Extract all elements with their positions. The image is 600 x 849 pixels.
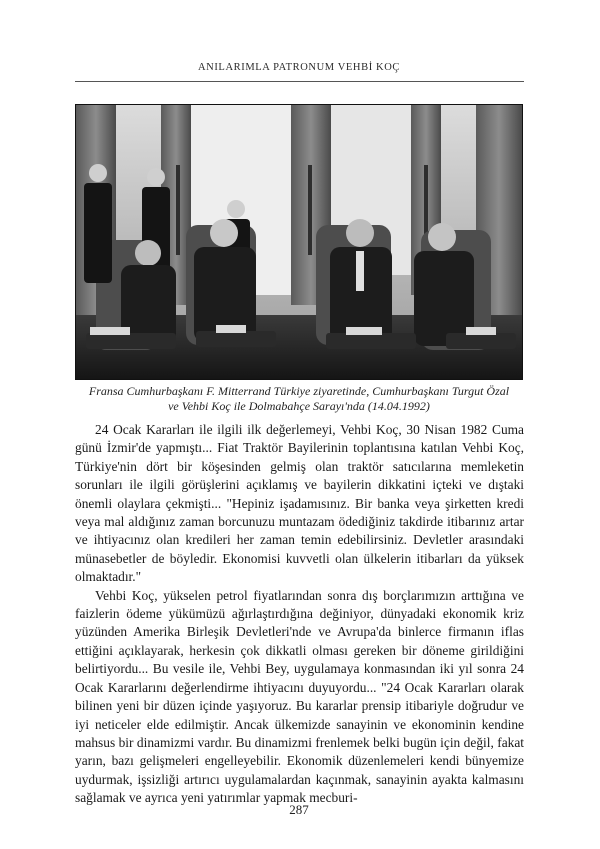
photo-illustration	[76, 105, 522, 379]
body-text	[75, 421, 524, 808]
photograph	[75, 104, 523, 380]
running-head-title: ANILARIMLA PATRONUM VEHBİ KOÇ	[197, 62, 401, 73]
paragraph: Vehbi Koç, yükselen petrol fiyatlarından sonra dış borçlarımızın arttığına ve faizlerin ödeme yükümüzü ağırlaştırdığına değiniyor, dünyadaki ekonomik kriz yüzünden Amerika Birleşik Devletleri'nde ve Avrupa'da binlerce firmanın iflas ettiğini açıklayarak, herkesin çok dikkatli olması gereken bir döneme girildiğini belirtiyordu... Bu vesile ile, Vehbi Bey, uygulamaya konmasından iki yıl sonra 24 Ocak Kararlarını değerlendirme ihtiyacını duyuyordu... "24 Ocak Kararları olarak bilinen yeni bir düzen içinde yaşıyoruz. Bu kararlar prensip itibariyle doğrudur ve iyi neticeler elde edilmiştir. Ancak ülkemizde sanayinin ve ekonominin kendine mahsus bir dinamizmi vardır. Bu dinamizmi frenlemek belki bugün için değil, fakat yarın, bazı gelişmeleri engelleyebilir. Ekonomik düzenlemeleri kendi bünyemize uydurmak, işsizliği artırıcı uygulamalardan kaçınmak, sanayinin ayakta kalmasını sağlamak ve ayrıca yeni yatırımlar yapmak mecburi-	[75, 587, 524, 806]
caption-line-2: ve Vehbi Koç ile Dolmabahçe Sarayı'nda (14.04.1992)	[168, 399, 430, 413]
photo-caption	[75, 384, 523, 414]
caption-line-1: Fransa Cumhurbaşkanı F. Mitterrand Türkiye ziyaretinde, Cumhurbaşkanı Turgut Özal	[88, 384, 510, 398]
page-number: 287	[289, 802, 309, 817]
header-divider	[75, 81, 524, 82]
paragraph: 24 Ocak Kararları ile ilgili ilk değerlemeyi, Vehbi Koç, 30 Nisan 1982 Cuma günü İzmir'de yapmıştı... Fiat Traktör Bayilerinin toplantısına katılan Vehbi Koç, Türkiye'nin dört bir köşesinden gelmiş olan traktör satıcılarına memleketin sorunları ile ilgili görüşlerini açıklamış ve bayilerin dikkatini içteki ve dıştaki önemli olaylara çekmişti... "Hepiniz işadamısınız. Bir banka veya şirketten kredi veya mal aldığınız zaman borcunuzu muntazam ödediğiniz takdirde itibarınız artar ve ihtiyacınız olan kredileri her zaman temin edebilirsiniz. Devletler arasındaki münasebetler de böyledir. Ekonomisi kuvvetli olan ülkelerin itibarları da yüksek olmaktadır."	[75, 422, 524, 585]
